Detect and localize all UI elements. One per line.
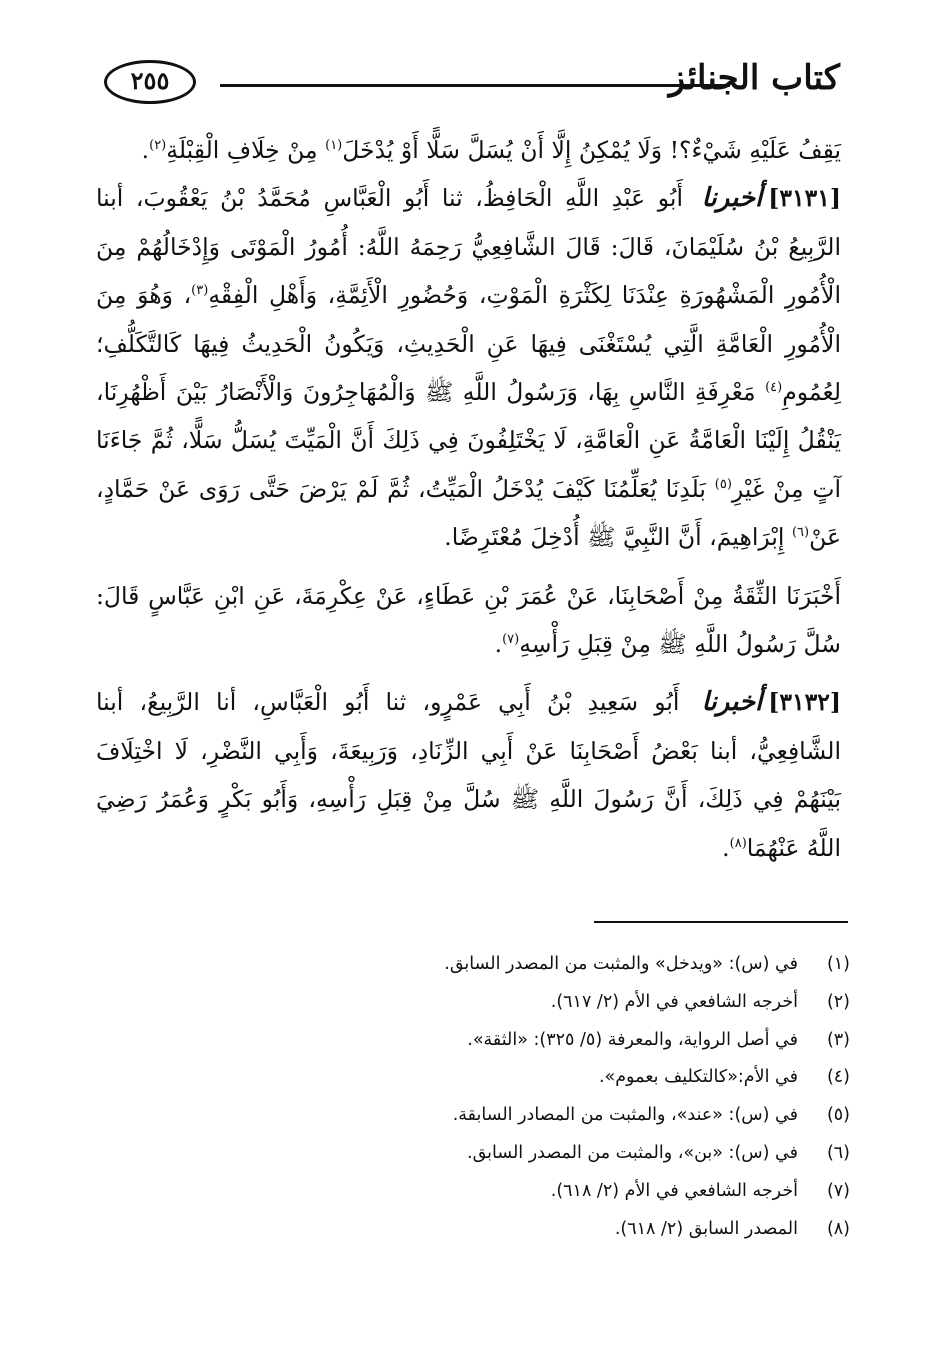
hadith-number: [٣١٣١] xyxy=(768,184,841,213)
paragraph-text: يَقِفُ عَلَيْهِ شَيْءٌ؟! وَلَا يُمْكِنُ إِلَّا أَنْ يُسَلَّ سَلًّا أَوْ يُدْخَلَ xyxy=(342,136,841,164)
hadith-text: إِبْرَاهِيمَ، أَنَّ النَّبِيَّ ﷺ أُدْخِلَ مُعْتَرِضًا. xyxy=(444,523,785,552)
footnote-number: (٣) xyxy=(826,1029,850,1050)
page-header xyxy=(100,52,840,112)
footnote-text: أخرجه الشافعي في الأم (٢/ ٦١٧). xyxy=(550,991,798,1012)
hadith-text: أَبُو سَعِيدِ بْنُ أَبِي عَمْرٍو، ثنا أَبُو الْعَبَّاسِ، أنا الرَّبِيعُ، أبنا الشَّافِعِيُّ، أبنا بَعْضُ أَصْحَابِنَا عَنْ أَبِي الزِّنَادِ، وَرَبِيعَةَ، وَأَبِي النَّضْرِ، لَا اخْتِلَافَ بَيْنَهُمْ فِي ذَلِكَ، أَنَّ رَسُولَ اللَّهِ ﷺ سُلَّ مِنْ قِبَلِ رَأْسِهِ، وَأَبُو بَكْرٍ وَعُمَرُ رَضِيَ اللَّهُ عَنْهُمَا xyxy=(96,688,841,862)
footnote-number: (٤) xyxy=(826,1067,850,1088)
footnote-3 xyxy=(280,1022,850,1060)
paragraph-text: مِنْ خِلَافِ الْقِبْلَةِ xyxy=(166,136,318,164)
footnote-divider xyxy=(594,921,848,923)
hadith-3131 xyxy=(96,174,841,561)
footnote-7 xyxy=(280,1173,850,1211)
footnote-8 xyxy=(280,1211,850,1249)
header-rule xyxy=(220,84,730,87)
footnote-ref-5[interactable]: (٥) xyxy=(714,477,732,493)
paragraph-end: . xyxy=(722,833,730,862)
footnote-ref-4[interactable]: (٤) xyxy=(765,380,783,396)
hadith-text: بَلَدِنَا يُعَلِّمُنَا كَيْفَ يُدْخَلُ الْمَيِّتُ، ثُمَّ لَمْ يَرْضَ حَتَّى رَوَى عَنْ حَمَّادٍ، عَنْ xyxy=(96,474,841,552)
footnote-number: (١) xyxy=(826,954,850,974)
paragraph-continuation xyxy=(96,126,841,174)
footnote-2 xyxy=(280,984,850,1022)
paragraph-end: . xyxy=(141,136,150,164)
footnote-text: في (س): «بن»، والمثبت من المصدر السابق. xyxy=(467,1142,798,1163)
hadith-text: أَبُو عَبْدِ اللَّهِ الْحَافِظُ، ثنا أَبُو الْعَبَّاسِ مُحَمَّدُ بْنُ يَعْقُوبَ، أبنا الرَّبِيعُ بْنُ سُلَيْمَانَ، قَالَ: قَالَ الشَّافِعِيُّ رَحِمَهُ اللَّهُ: أُمُورُ الْمَوْتَى وَإِدْخَالُهُمْ مِنَ الْأُمُورِ الْمَشْهُورَةِ عِنْدَنَا لِكَثْرَةِ الْمَوْتِ، وَحُضُورِ الْأَئِمَّةِ، وَأَهْلِ الْفِقْهِ xyxy=(96,184,841,310)
footnote-ref-8[interactable]: (٨) xyxy=(729,835,747,851)
footnote-ref-3[interactable]: (٣) xyxy=(191,283,209,299)
akhbarana-heading: أخبرنا xyxy=(701,687,763,718)
footnote-number: (٧) xyxy=(826,1180,850,1201)
paragraph-end: . xyxy=(494,630,503,659)
main-text xyxy=(96,126,841,882)
akhbarana-heading: أخبرنا xyxy=(701,183,763,214)
footnote-number: (٨) xyxy=(826,1218,850,1239)
chapter-title: كتاب الجنائز xyxy=(668,58,840,98)
footnote-text: أخرجه الشافعي في الأم (٢/ ٦١٨). xyxy=(550,1180,798,1201)
footnote-text: في أصل الرواية، والمعرفة (٥/ ٣٢٥): «الثقة». xyxy=(467,1029,798,1050)
footnote-ref-6[interactable]: (٦) xyxy=(791,525,810,541)
footnote-text: في الأم:«كالتكليف بعموم». xyxy=(598,1067,798,1088)
hadith-ibn-abbas xyxy=(96,572,841,669)
footnote-1 xyxy=(280,946,850,984)
hadith-text: أَخْبَرَنَا الثِّقَةُ مِنْ أَصْحَابِنَا، عَنْ عُمَرَ بْنِ عَطَاءٍ، عَنْ عِكْرِمَةَ، عَنِ ابْنِ عَبَّاسٍ قَالَ: سُلَّ رَسُولُ اللَّهِ ﷺ مِنْ قِبَلِ رَأْسِهِ xyxy=(96,581,841,659)
page-number: ٢٥٥ xyxy=(104,60,196,104)
footnote-text: المصدر السابق (٢/ ٦١٨). xyxy=(614,1218,798,1239)
footnote-text: في (س): «عند»، والمثبت من المصادر السابقة. xyxy=(452,1105,798,1126)
footnote-text: في (س): «ويدخل» والمثبت من المصدر السابق. xyxy=(444,954,798,974)
hadith-text: ، وَهُوَ مِنَ الْأُمُورِ الْعَامَّةِ الَّتِي يُسْتَغْنَى فِيهَا عَنِ الْحَدِيثِ، وَيَكُونُ الْحَدِيثُ فِيهَا كَالتَّكَلُّفِ؛ لِعُمُومِ xyxy=(96,281,841,407)
hadith-3132 xyxy=(96,678,841,872)
footnote-number: (٦) xyxy=(826,1142,850,1163)
footnote-4 xyxy=(280,1059,850,1097)
hadith-text: مَعْرِفَةِ النَّاسِ بِهَا، وَرَسُولُ اللَّهِ ﷺ وَالْمُهَاجِرُونَ وَالْأَنْصَارُ بَيْنَ أَظْهُرِنَا، يَنْقُلُ إِلَيْنَا الْعَامَّةُ عَنِ الْعَامَّةِ، لَا يَخْتَلِفُونَ فِي ذَلِكَ أَنَّ الْمَيِّتَ يُسَلُّ سَلًّا، ثُمَّ جَاءَنَا آتٍ مِنْ غَيْرِ xyxy=(96,378,841,503)
footnote-5 xyxy=(280,1097,850,1135)
footnote-ref-7[interactable]: (٧) xyxy=(502,632,520,648)
footnote-number: (٥) xyxy=(826,1105,850,1126)
footnote-number: (٢) xyxy=(826,991,850,1012)
footnote-ref-1[interactable]: (١) xyxy=(325,138,343,154)
footnotes xyxy=(280,946,850,1248)
footnote-ref-2[interactable]: (٢) xyxy=(149,138,167,154)
hadith-number: [٣١٣٢] xyxy=(768,688,841,717)
footnote-6 xyxy=(280,1135,850,1173)
